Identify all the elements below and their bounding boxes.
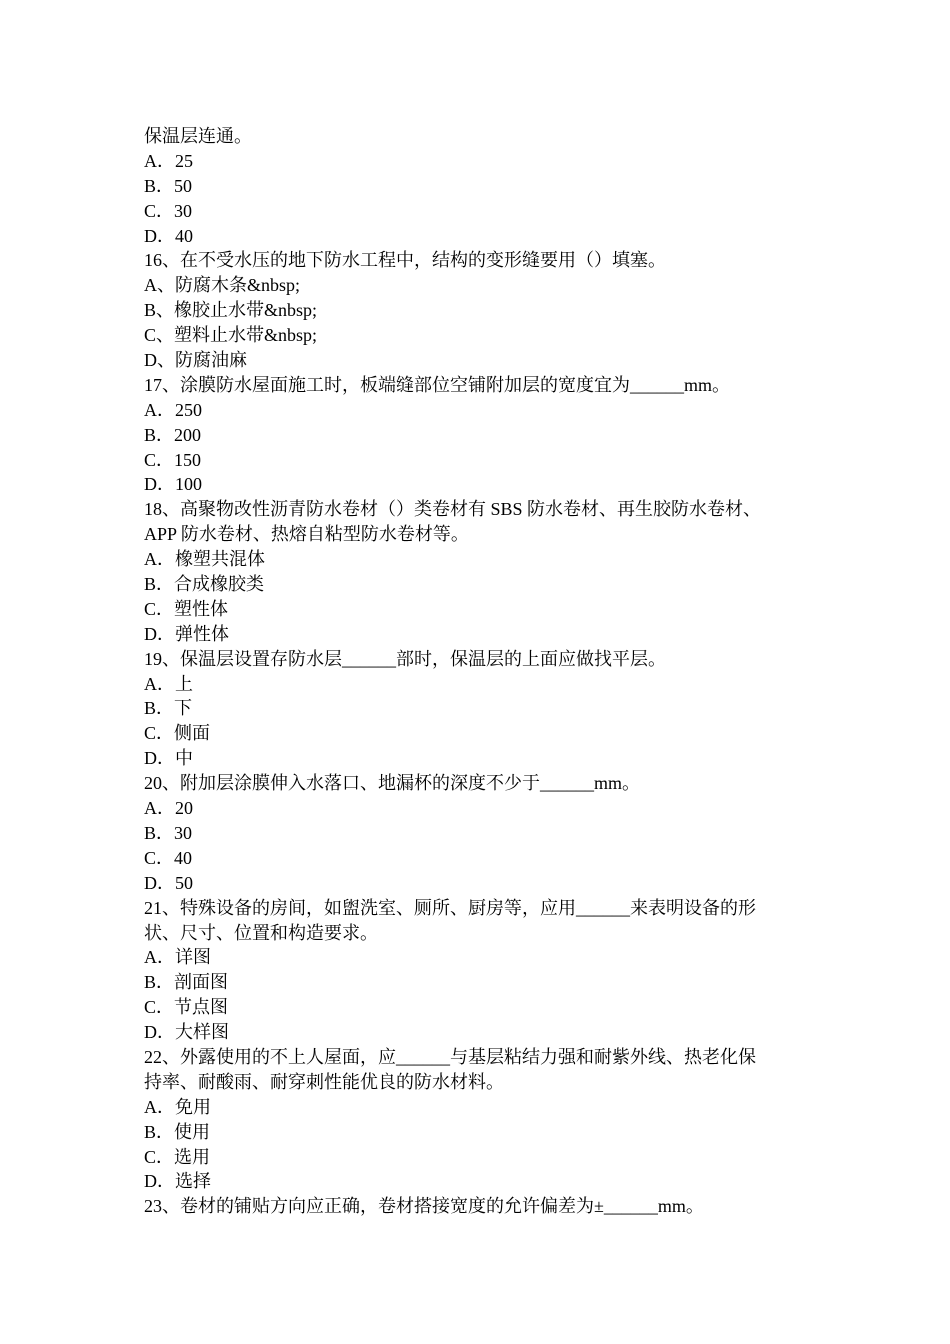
question-18-cont: APP 防水卷材、热熔自粘型防水卷材等。 — [144, 524, 469, 545]
option-d: D．100 — [144, 474, 202, 495]
option-d: D．选择 — [144, 1171, 211, 1192]
option-d: D．中 — [144, 748, 193, 769]
option-a: A．250 — [144, 399, 202, 420]
option-a: A．详图 — [144, 947, 211, 968]
option-d: D．40 — [144, 225, 193, 246]
option-a: A．20 — [144, 798, 193, 819]
option-b: B．合成橡胶类 — [144, 574, 265, 595]
option-c: C．节点图 — [144, 997, 229, 1018]
question-22-cont: 持率、耐酸雨、耐穿刺性能优良的防水材料。 — [144, 1071, 504, 1092]
question-17: 17、涂膜防水屋面施工时，板端缝部位空铺附加层的宽度宜为______mm。 — [144, 374, 730, 395]
option-c: C．侧面 — [144, 723, 211, 744]
option-c: C．塑性体 — [144, 598, 229, 619]
question-18: 18、高聚物改性沥青防水卷材（）类卷材有 SBS 防水卷材、再生胶防水卷材、 — [144, 499, 762, 520]
option-d: D、防腐油麻 — [144, 350, 247, 371]
option-c: C．150 — [144, 449, 202, 470]
option-b: B．50 — [144, 175, 193, 196]
option-a: A．上 — [144, 673, 193, 694]
option-b: B、橡胶止水带&nbsp; — [144, 300, 318, 321]
option-b: B．30 — [144, 822, 193, 843]
option-d: D．大样图 — [144, 1022, 229, 1043]
option-a: A、防腐木条&nbsp; — [144, 275, 301, 296]
option-a: A．免用 — [144, 1096, 211, 1117]
option-d: D．50 — [144, 872, 193, 893]
option-c: C．40 — [144, 847, 193, 868]
question-19: 19、保温层设置存防水层______部时，保温层的上面应做找平层。 — [144, 648, 666, 669]
question-16: 16、在不受水压的地下防水工程中，结构的变形缝要用（）填塞。 — [144, 250, 666, 271]
option-a: A．橡塑共混体 — [144, 549, 265, 570]
option-c: C．选用 — [144, 1146, 211, 1167]
question-22: 22、外露使用的不上人屋面，应______与基层粘结力强和耐紫外线、热老化保 — [144, 1046, 756, 1067]
option-b: B．剖面图 — [144, 972, 229, 993]
option-c: C、塑料止水带&nbsp; — [144, 325, 318, 346]
question-21: 21、特殊设备的房间，如盥洗室、厕所、厨房等，应用______来表明设备的形 — [144, 897, 756, 918]
question-21-cont: 状、尺寸、位置和构造要求。 — [144, 922, 378, 943]
option-b: B．使用 — [144, 1121, 211, 1142]
option-a: A．25 — [144, 150, 193, 171]
option-c: C．30 — [144, 200, 193, 221]
text-line: 保温层连通。 — [144, 126, 252, 146]
option-d: D．弹性体 — [144, 623, 229, 644]
option-b: B．200 — [144, 424, 202, 445]
question-20: 20、附加层涂膜伸入水落口、地漏杯的深度不少于______mm。 — [144, 773, 640, 794]
question-23: 23、卷材的铺贴方向应正确，卷材搭接宽度的允许偏差为±______mm。 — [144, 1196, 704, 1217]
option-b: B．下 — [144, 698, 193, 719]
document-body — [144, 124, 834, 1219]
